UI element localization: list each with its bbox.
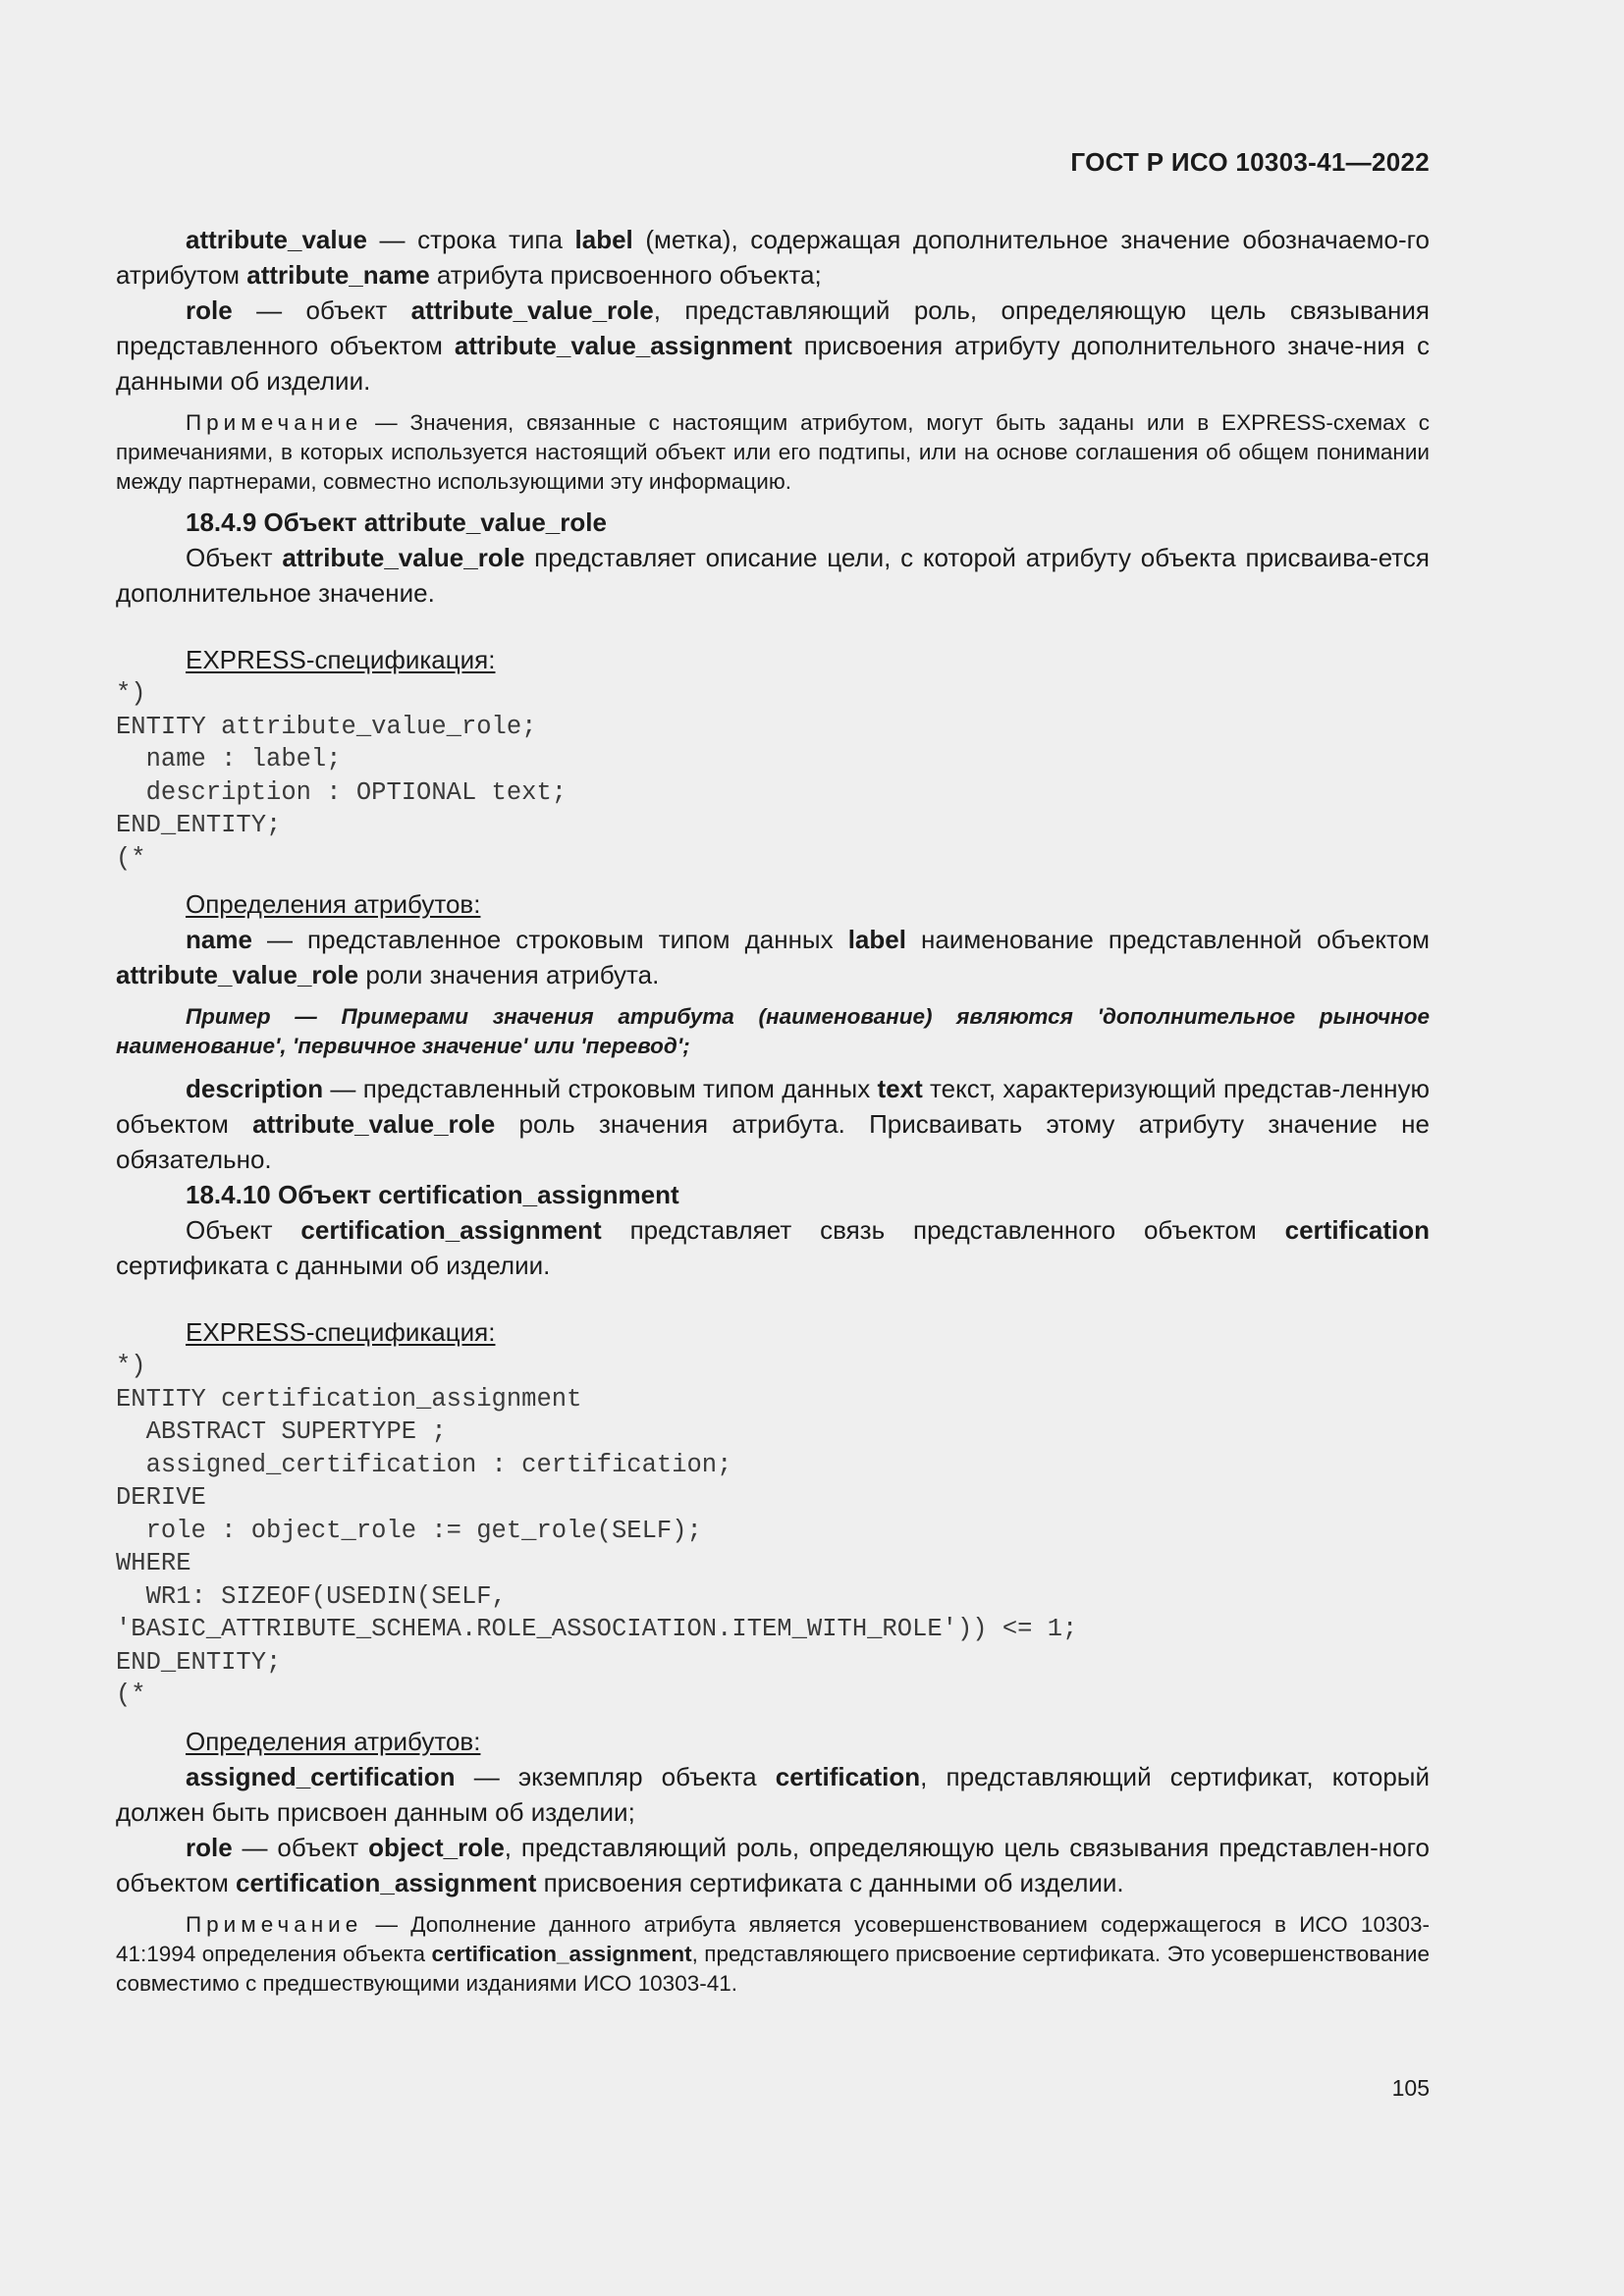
section-heading-18-4-10: 18.4.10 Объект certification_assignment	[186, 1180, 679, 1209]
section-18-4-9-intro: Объект attribute_value_role представляет описание цели, с которой атрибуту объекта присваива-ется дополнительное значение.	[116, 543, 1430, 608]
description-definition: description — представленный строковым типом данных text текст, характеризующий представ-ленную объектом attribute_value_role роль значения атрибута. Присваивать этому атрибуту значение не обязательно.	[116, 1074, 1430, 1174]
section-18-4-10-intro: Объект certification_assignment представляет связь представленного объектом certification сертификата с данными об изделии.	[116, 1215, 1431, 1280]
role-definition: role — объект attribute_value_role, представляющий роль, определяющую цель связывания представленного объектом attribute_value_assignment присвоения атрибуту дополнительного значе-ния с данными об изделии.	[116, 295, 1430, 396]
role-definition: role — объект object_role, представляющий роль, определяющую цель связывания представлен-ного объектом certification_assignment присвоения сертификата с данными об изделии.	[116, 1832, 1430, 1897]
name-definition: name — представленное строковым типом данных label наименование представленной объектом attribute_value_role роли значения атрибута.	[116, 925, 1430, 989]
express-spec-label: EXPRESS-спецификация:	[186, 645, 496, 674]
section-heading-18-4-9: 18.4.9 Объект attribute_value_role	[186, 507, 607, 537]
express-code-block: *) ENTITY attribute_value_role; name : label; description : OPTIONAL text; END_ENTITY; (*	[116, 679, 568, 873]
assigned-certification-definition: assigned_certification — экземпляр объекта certification, представляющий сертификат, который должен быть присвоен данным об изделии;	[116, 1761, 1430, 1827]
express-code-block: *) ENTITY certification_assignment ABSTRACT SUPERTYPE ; assigned_certification : certification; DERIVE role : object_role := get_role(SELF); WHERE WR1: SIZEOF(USEDIN(SELF, 'BASIC_ATTRIBUTE_SCHEMA.ROLE_ASSOCIATION.ITEM_WITH_ROLE')) <= 1; END_ENTITY; (*	[116, 1352, 1078, 1709]
note-paragraph: Примечание — Значения, связанные с настоящим атрибутом, могут быть заданы или в EXPRESS-схемах с примечаниями, в которых используется настоящий объект или его подтипы, или на основе соглашения об общем понимании между партнерами, совместно использующими эту информацию.	[116, 410, 1430, 494]
express-spec-label: EXPRESS-спецификация:	[186, 1317, 496, 1347]
note-paragraph: Примечание — Дополнение данного атрибута является усовершенствованием содержащегося в ИСО 10303-41:1994 определения объекта certification_assignment, представляющего присвоение сертификата. Это усовершенствование совместимо с предшествующими изданиями ИСО 10303-41.	[116, 1911, 1430, 1996]
example-paragraph: Пример — Примерами значения атрибута (наименование) являются 'дополнительное рыночное наименование', 'первичное значение' или 'перевод';	[116, 1004, 1430, 1058]
attribute-definitions-label: Определения атрибутов:	[186, 889, 481, 919]
standard-header: ГОСТ Р ИСО 10303-41—2022	[1070, 147, 1430, 177]
attribute-definitions-label: Определения атрибутов:	[186, 1726, 481, 1756]
document-body	[116, 222, 1430, 1999]
page-number: 105	[1391, 2075, 1430, 2101]
attribute-value-definition: attribute_value — строка типа label (метка), содержащая дополнительное значение обозначаемо-го атрибутом attribute_name атрибута присвоенного объекта;	[116, 225, 1430, 290]
